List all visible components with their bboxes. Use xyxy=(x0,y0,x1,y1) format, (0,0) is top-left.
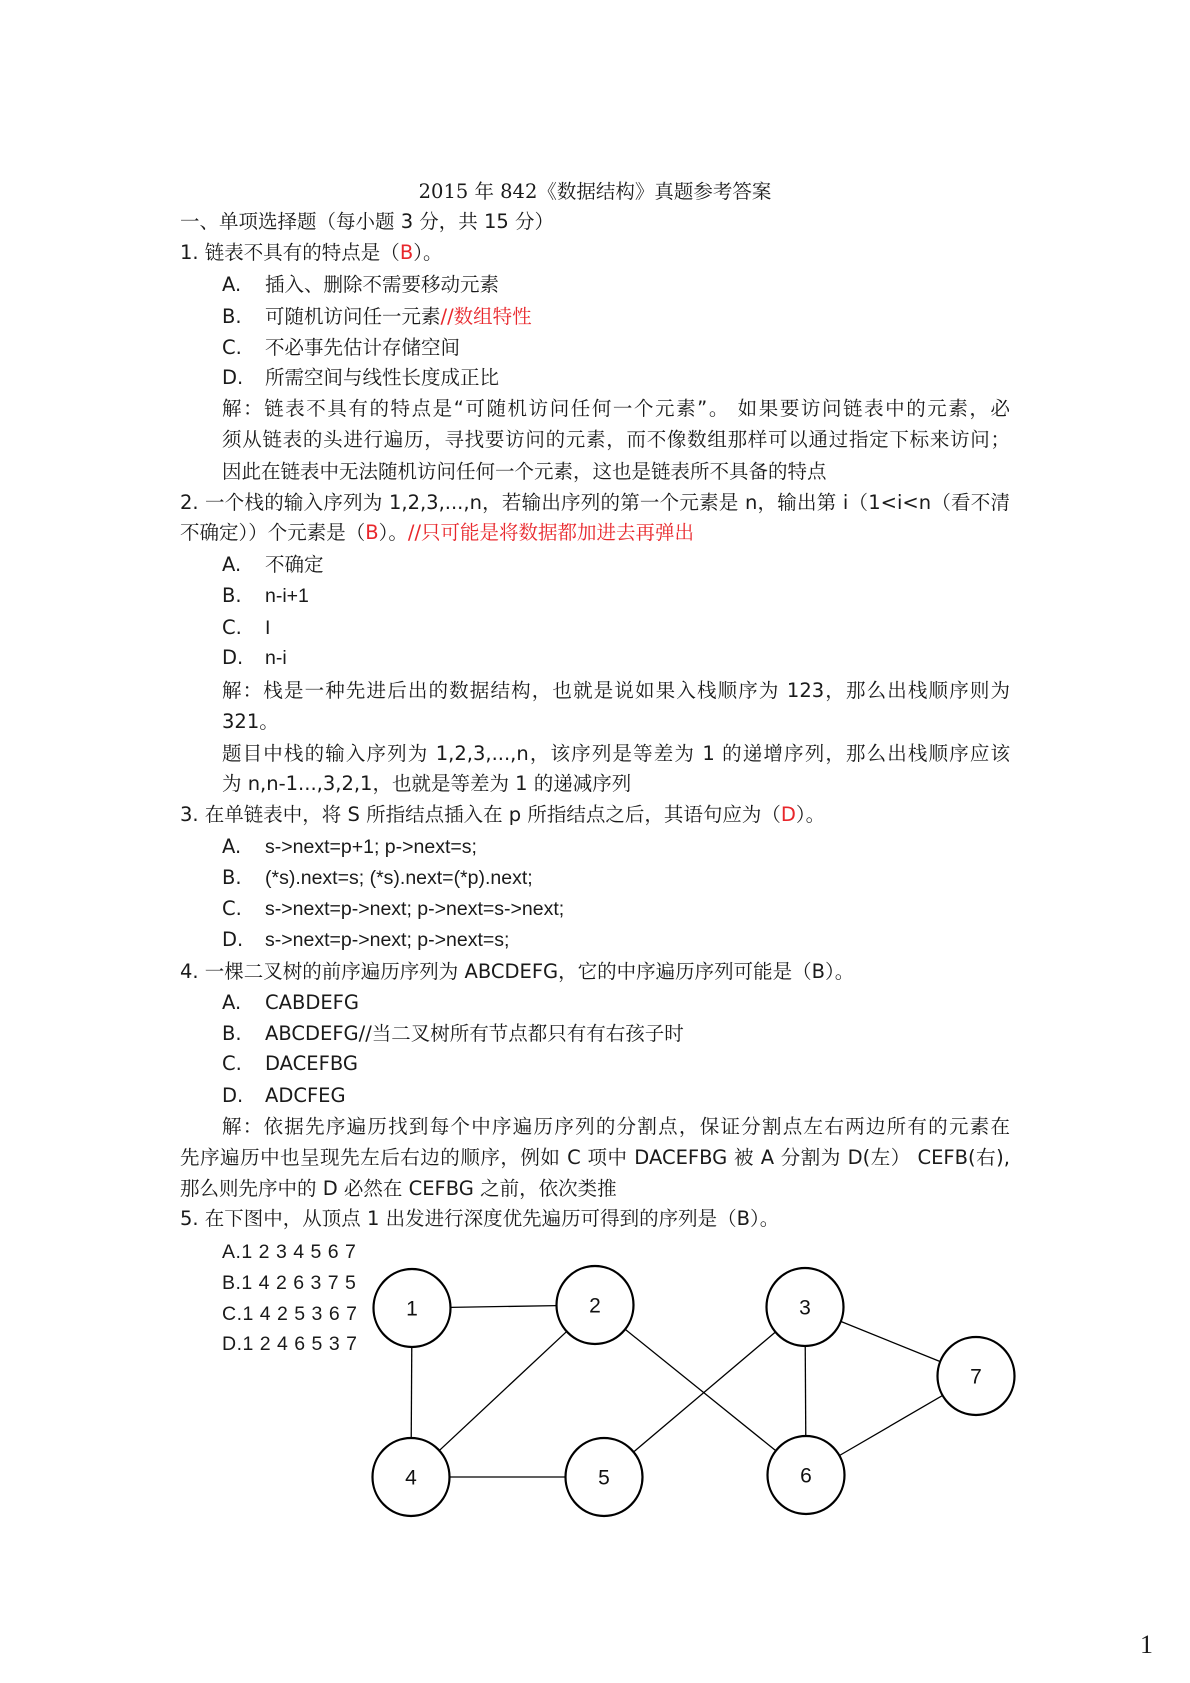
stem-text: ）。 xyxy=(413,241,443,264)
option-letter: C. xyxy=(222,616,242,639)
explanation-line: 因此在链表中无法随机访问任何一个元素，这也是链表所不具备的特点 xyxy=(222,460,827,483)
stem-text: ）。 xyxy=(795,803,826,826)
option-text: s->next=p->next; p->next=s; xyxy=(265,929,510,951)
option-b: B.1 4 2 6 3 7 5 xyxy=(222,1272,357,1294)
option-letter: D. xyxy=(222,928,244,951)
explanation-line: 先序遍历中也呈现先左后右边的顺序，例如 C 项中 DACEFBG 被 A 分割为 D(左） CEFB(右), xyxy=(180,1146,1010,1169)
option-text: s->next=p+1; p->next=s; xyxy=(265,836,477,858)
option-letter: C. xyxy=(222,1052,242,1075)
node-label: 3 xyxy=(799,1296,811,1320)
node-label: 7 xyxy=(970,1365,982,1389)
question-4-stem: 4. 一棵二叉树的前序遍历序列为 ABCDEFG，它的中序遍历序列可能是（B）。 xyxy=(180,960,855,983)
answer-mark: D xyxy=(780,803,796,826)
graph-nodes xyxy=(373,1266,1015,1516)
question-5-stem: 5. 在下图中，从顶点 1 出发进行深度优先遍历可得到的序列是（B）。 xyxy=(180,1207,780,1230)
option-text: ABCDEFG//当二叉树所有节点都只有有右孩子时 xyxy=(265,1022,684,1045)
explanation-line: 那么则先序中的 D 必然在 CEFBG 之前，依次类推 xyxy=(180,1177,617,1200)
option-text: (*s).next=s; (*s).next=(*p).next; xyxy=(265,867,533,889)
explanation-line: 须从链表的头进行遍历，寻找要访问的元素，而不像数组那样可以通过指定下标来访问； xyxy=(222,428,1010,451)
option-letter: D. xyxy=(222,366,244,389)
option-letter: B. xyxy=(222,1022,242,1045)
graph-node-4 xyxy=(373,1438,450,1516)
section-heading: 一、单项选择题（每小题 3 分，共 15 分） xyxy=(180,210,555,233)
option-text: ADCFEG xyxy=(265,1084,346,1107)
explanation-line: 题目中栈的输入序列为 1,2,3,...,n，该序列是等差为 1 的递增序列，那么出栈顺序应该 xyxy=(222,742,1010,765)
option-letter: A. xyxy=(222,273,242,296)
answer-mark: B xyxy=(365,521,379,544)
graph-edge-1-4 xyxy=(411,1346,412,1438)
question-2-stem: 2. 一个栈的输入序列为 1,2,3,...,n，若输出序列的第一个元素是 n，输出第 i（1<i<n（看不清 xyxy=(180,491,1010,514)
option-letter: A. xyxy=(222,553,242,576)
option-a: A.1 2 3 4 5 6 7 xyxy=(222,1241,357,1263)
explanation-line: 解：链表不具有的特点是“可随机访问任何一个元素”。 如果要访问链表中的元素，必 xyxy=(222,397,1010,420)
option-text: 不必事先估计存储空间 xyxy=(265,336,461,359)
answer-mark: B xyxy=(399,241,414,264)
stem-text: 3. 在单链表中，将 S 所指结点插入在 p 所指结点之后，其语句应为（ xyxy=(180,803,781,826)
answer-note: //只可能是将数据都加进去再弹出 xyxy=(407,521,695,544)
option-text: s->next=p->next; p->next=s->next; xyxy=(265,898,565,920)
graph-edge-6-7 xyxy=(839,1395,942,1455)
graph-node-1 xyxy=(374,1269,451,1347)
graph-node-7 xyxy=(938,1337,1015,1415)
option-text: n-i+1 xyxy=(265,585,309,607)
option-text: 所需空间与线性长度成正比 xyxy=(265,366,500,389)
option-text: 可随机访问任一元素 xyxy=(265,305,441,328)
explanation-line: 解：依据先序遍历找到每个中序遍历序列的分割点，保证分割点左右两边所有的元素在 xyxy=(222,1115,1010,1138)
graph-node-5 xyxy=(566,1438,643,1516)
option-text: n-i xyxy=(265,647,287,669)
stem-text: 1. 链表不具有的特点是（ xyxy=(180,241,400,264)
option-text: 插入、删除不需要移动元素 xyxy=(265,273,500,296)
document-title: 2015 年 842《数据结构》真题参考答案 xyxy=(418,180,772,203)
stem-text: 不确定））个元素是（ xyxy=(180,521,366,544)
option-c: C.1 4 2 5 3 6 7 xyxy=(222,1303,358,1325)
option-letter: C. xyxy=(222,897,242,920)
option-letter: B. xyxy=(222,866,242,889)
option-letter: B. xyxy=(222,584,242,607)
graph-edge-3-6 xyxy=(805,1345,806,1436)
node-label: 2 xyxy=(589,1294,601,1318)
graph-edge-2-4 xyxy=(439,1331,567,1450)
option-text: 不确定 xyxy=(265,553,324,576)
option-letter: D. xyxy=(222,646,244,669)
explanation-line: 321。 xyxy=(222,710,279,733)
page-number: 1 xyxy=(1140,1630,1153,1659)
node-label: 6 xyxy=(800,1464,812,1488)
option-letter: B. xyxy=(222,305,242,328)
option-text: CABDEFG xyxy=(265,991,359,1014)
explanation-line: 解：栈是一种先进后出的数据结构，也就是说如果入栈顺序为 123，那么出栈顺序则为 xyxy=(222,679,1010,702)
option-letter: A. xyxy=(222,991,242,1014)
node-label: 1 xyxy=(406,1297,418,1321)
graph-node-2 xyxy=(557,1266,634,1344)
option-text: DACEFBG xyxy=(265,1052,358,1075)
option-letter: C. xyxy=(222,336,242,359)
node-label: 5 xyxy=(598,1466,610,1490)
option-letter: D. xyxy=(222,1084,244,1107)
explanation-line: 为 n,n-1...,3,2,1，也就是等差为 1 的递减序列 xyxy=(222,772,632,795)
stem-text: ）。 xyxy=(378,521,408,544)
graph-node-3 xyxy=(767,1268,844,1346)
option-d: D.1 2 4 6 5 3 7 xyxy=(222,1333,358,1355)
graph-edges xyxy=(411,1306,943,1477)
graph-edge-3-7 xyxy=(841,1321,941,1361)
graph-edge-2-6 xyxy=(625,1329,776,1451)
option-note: //数组特性 xyxy=(440,305,532,328)
option-letter: A. xyxy=(222,835,242,858)
option-text: I xyxy=(265,617,271,639)
node-label: 4 xyxy=(405,1466,417,1490)
graph-edge-1-2 xyxy=(450,1306,556,1308)
graph-node-6 xyxy=(768,1436,845,1514)
